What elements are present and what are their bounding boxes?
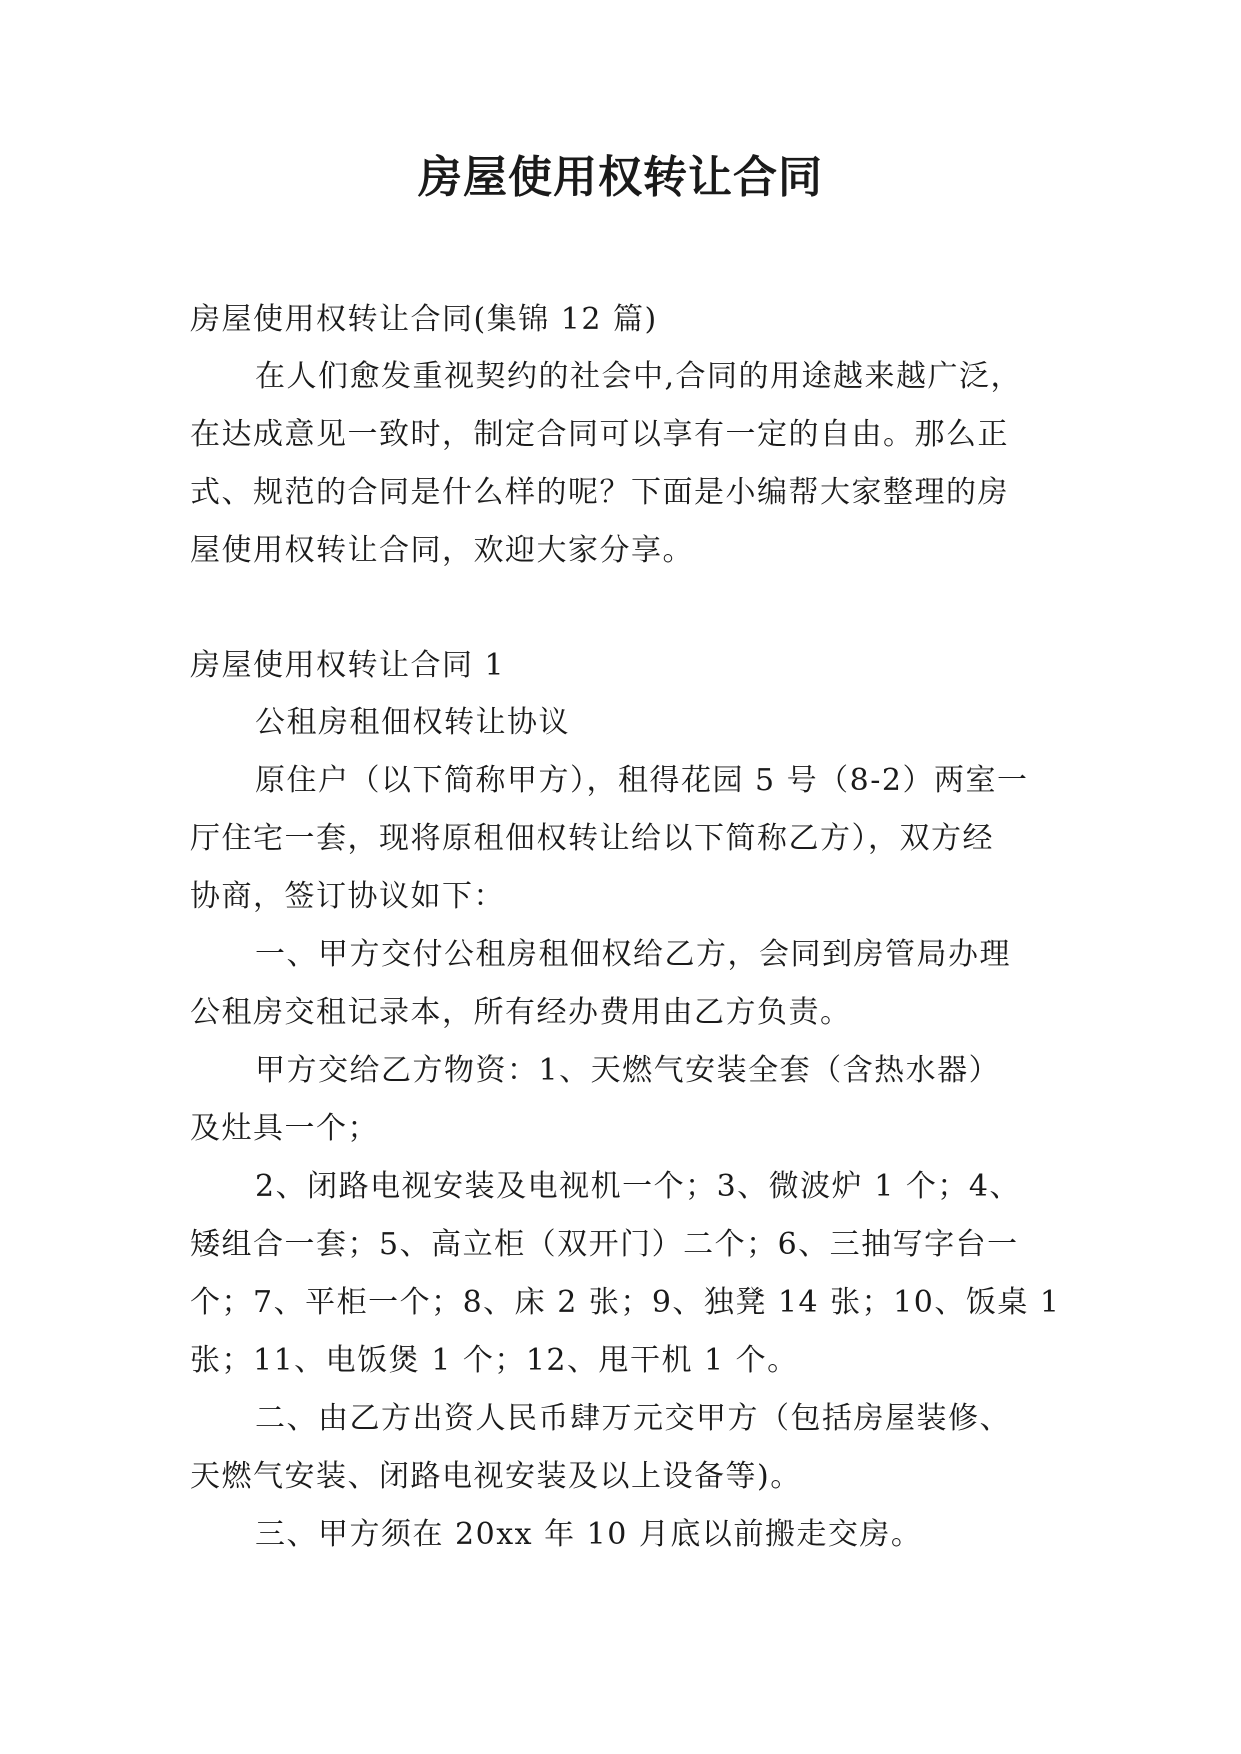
items-line-3: 个；7、平柜一个；8、床 2 张；9、独凳 14 张；10、饭桌 1 — [190, 1285, 1061, 1320]
paragraph1-line-2: 厅住宅一套，现将原租佃权转让给以下简称乙方），双方经 — [190, 821, 994, 856]
items-line-1: 2、闭路电视安装及电视机一个；3、微波炉 1 个；4、 — [255, 1169, 1021, 1204]
intro-line-4: 屋使用权转让合同，欢迎大家分享。 — [190, 533, 694, 568]
document-title: 房屋使用权转让合同 — [418, 152, 823, 203]
document-subtitle: 房屋使用权转让合同(集锦 12 篇) — [190, 302, 658, 337]
goods-line-1: 甲方交给乙方物资：1、天燃气安装全套（含热水器） — [255, 1053, 1001, 1088]
clause2-line-1: 二、由乙方出资人民币肆万元交甲方（包括房屋装修、 — [255, 1401, 1011, 1436]
items-line-2: 矮组合一套；5、高立柜（双开门）二个；6、三抽写字台一 — [190, 1227, 1019, 1262]
paragraph1-line-3: 协商，签订协议如下： — [190, 879, 505, 914]
clause1-line-1: 一、甲方交付公租房租佃权给乙方，会同到房管局办理 — [255, 937, 1011, 972]
goods-line-2: 及灶具一个； — [190, 1111, 379, 1146]
intro-line-2: 在达成意见一致时，制定合同可以享有一定的自由。那么正 — [190, 417, 1009, 452]
section-heading: 房屋使用权转让合同 1 — [190, 648, 506, 683]
intro-line-1: 在人们愈发重视契约的社会中,合同的用途越来越广泛， — [255, 359, 1023, 394]
paragraph1-line-1: 原住户（以下简称甲方），租得花园 5 号（8-2）两室一 — [255, 763, 1029, 798]
clause1-line-2: 公租房交租记录本，所有经办费用由乙方负责。 — [190, 995, 852, 1030]
clause2-line-2: 天燃气安装、闭路电视安装及以上设备等)。 — [190, 1459, 802, 1494]
clause3-line-1: 三、甲方须在 20xx 年 10 月底以前搬走交房。 — [255, 1517, 923, 1552]
items-line-4: 张；11、电饭煲 1 个；12、甩干机 1 个。 — [190, 1343, 799, 1378]
agreement-title: 公租房租佃权转让协议 — [255, 705, 570, 740]
intro-line-3: 式、规范的合同是什么样的呢？下面是小编帮大家整理的房 — [190, 475, 1009, 510]
